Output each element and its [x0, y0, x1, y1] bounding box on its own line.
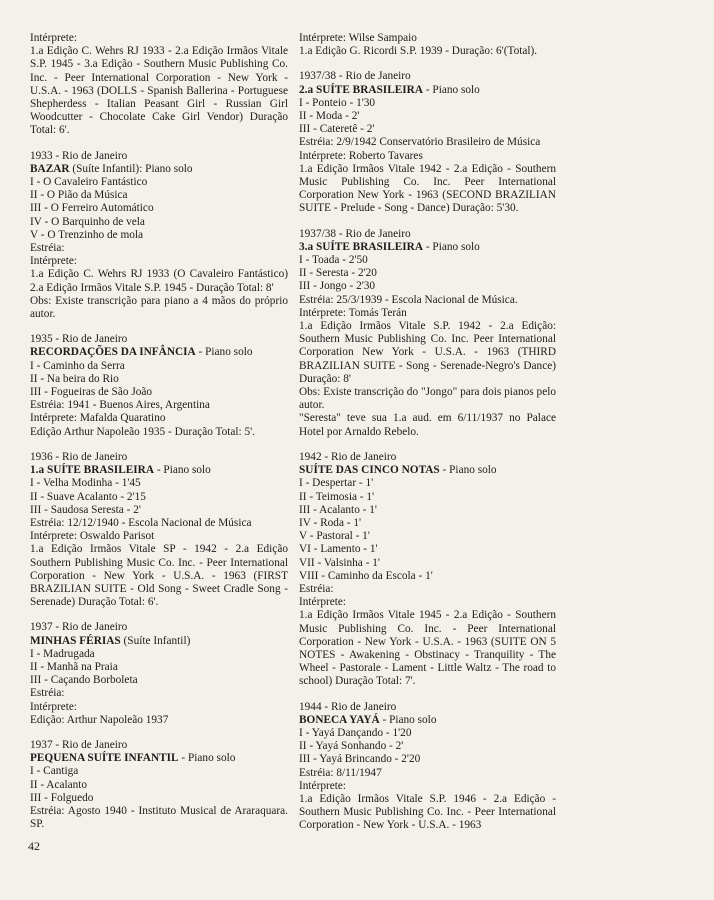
- entry-2a-suite-brasileira: [299, 70, 556, 215]
- movement: II - Seresta - 2'20: [299, 267, 377, 280]
- work-title: BAZAR: [30, 162, 70, 175]
- estreia-line: Estréia: 12/12/1940 - Escola Nacional de Música: [30, 516, 252, 529]
- estreia-line: Estréia: 1941 - Buenos Aires, Argentina: [30, 399, 210, 412]
- note-paragraph: "Seresta" teve sua 1.a aud. em 6/11/1937 no Palace Hotel por Arnaldo Rebelo.: [299, 412, 556, 438]
- movement: II - Na beira do Rio: [30, 372, 119, 385]
- date-line: 1933 - Rio de Janeiro: [30, 149, 128, 162]
- title-line: [30, 163, 288, 176]
- entry-minhas-ferias: [30, 621, 288, 727]
- date-line: 1936 - Rio de Janeiro: [30, 450, 128, 463]
- work-subtitle: - Piano solo: [439, 464, 497, 477]
- edition-line: Edição: Arthur Napoleão 1937: [30, 713, 169, 726]
- movement: III - Cateretê - 2': [299, 123, 375, 136]
- title-line: [299, 714, 556, 727]
- title-line: [30, 635, 288, 648]
- estreia-line: Estréia:: [30, 687, 65, 700]
- edition-paragraph: 1.a Edição Irmãos Vitale S.P. 1946 - 2.a Edição - Southern Music Publishing Co. Inc. - Peer International Corporation - New York - U.S.A. - 1963: [299, 792, 556, 832]
- entry-recordacoes-da-infancia: [30, 333, 288, 439]
- movement: II - O Pião da Música: [30, 189, 128, 202]
- date-line: 1937/38 - Rio de Janeiro: [299, 227, 411, 240]
- movement: IV - O Barquinho de vela: [30, 215, 145, 228]
- edition-line: 1.a Edição G. Ricordi S.P. 1939 - Duração: 6'(Total).: [299, 45, 538, 58]
- movement: I - Toada - 2'50: [299, 254, 368, 267]
- work-subtitle: - Piano solo: [154, 464, 211, 477]
- interprete-line: Intérprete: Oswaldo Parisot: [30, 530, 155, 543]
- movement: I - Madrugada: [30, 647, 95, 660]
- page-number: 42: [28, 839, 40, 853]
- obs-paragraph: Obs: Existe transcrição do "Jongo" para dois pianos pelo autor.: [299, 386, 556, 412]
- movement: III - Jongo - 2'30: [299, 280, 376, 293]
- entry-dolls-continued: [30, 32, 288, 138]
- title-line: [299, 84, 556, 97]
- movement: I - Ponteio - 1'30: [299, 96, 376, 109]
- work-title: MINHAS FÉRIAS: [30, 634, 121, 647]
- estreia-paragraph: Estréia: Agosto 1940 - Instituto Musical de Araraquara. SP.: [30, 804, 288, 831]
- movement: III - Yayá Brincando - 2'20: [299, 753, 421, 766]
- movement: III - Saudosa Seresta - 2': [30, 503, 141, 516]
- interprete-line: Intérprete: Wilse Sampaio: [299, 32, 417, 44]
- work-title: RECORDAÇÕES DA INFÂNCIA: [30, 346, 196, 359]
- date-line: 1937/38 - Rio de Janeiro: [299, 70, 411, 83]
- entry-3a-suite-brasileira: [299, 228, 556, 439]
- title-line: [30, 464, 288, 477]
- movement: II - Teimosia - 1': [299, 490, 375, 503]
- work-subtitle: (Suíte Infantil): [120, 634, 191, 647]
- movement: III - O Ferreiro Automático: [30, 202, 154, 215]
- interprete-line: Intérprete:: [30, 700, 78, 713]
- work-title: 1.a SUÍTE BRASILEIRA: [30, 464, 154, 477]
- estreia-line: Estréia: 8/11/1947: [299, 766, 382, 779]
- estreia-line: Estréia:: [30, 242, 65, 255]
- movement: IV - Roda - 1': [299, 516, 362, 529]
- edition-paragraph: 1.a Edição C. Wehrs RJ 1933 (O Cavaleiro Fantástico) 2.a Edição Irmãos Vitale S.P. 1945 - Duração Total: 8': [30, 268, 288, 294]
- work-subtitle: - Piano solo: [379, 713, 437, 726]
- interprete-line: Intérprete:: [299, 779, 347, 792]
- movement: V - Pastoral - 1': [299, 530, 370, 543]
- work-subtitle: - Piano solo: [423, 83, 480, 96]
- obs-paragraph: Obs: Existe transcrição para piano a 4 mãos do próprio autor.: [30, 294, 288, 321]
- movement: I - Caminho da Serra: [30, 359, 125, 372]
- work-title: 2.a SUÍTE BRASILEIRA: [299, 83, 423, 96]
- date-line: 1937 - Rio de Janeiro: [30, 738, 128, 751]
- work-title: 3.a SUÍTE BRASILEIRA: [299, 240, 423, 253]
- interprete-line: Intérprete: Roberto Tavares: [299, 149, 423, 162]
- title-line: [299, 464, 556, 477]
- movement: III - Acalanto - 1': [299, 503, 377, 516]
- work-title: PEQUENA SUÍTE INFANTIL: [30, 752, 179, 765]
- entry-boneca-yaya: [299, 701, 556, 833]
- interprete-line: Intérprete:: [30, 255, 78, 268]
- work-title: BONECA YAYÁ: [299, 713, 380, 726]
- edition-line: Edição Arthur Napoleão 1935 - Duração Total: 5'.: [30, 425, 256, 438]
- interprete-line: Intérprete:: [30, 32, 78, 44]
- entry-bazar: [30, 150, 288, 322]
- movement: II - Moda - 2': [299, 110, 360, 123]
- movement: III - Folguedo: [30, 791, 94, 804]
- movement: VII - Valsinha - 1': [299, 556, 380, 569]
- movement: V - O Trenzinho de mola: [30, 228, 144, 241]
- movement: VI - Lamento - 1': [299, 543, 378, 556]
- interprete-line: Intérprete: Tomás Terán: [299, 306, 407, 319]
- movement: I - O Cavaleiro Fantástico: [30, 176, 148, 189]
- movement: I - Velha Modinha - 1'45: [30, 477, 141, 490]
- title-line: [30, 752, 288, 765]
- movement: I - Yayá Dançando - 1'20: [299, 726, 412, 739]
- date-line: 1937 - Rio de Janeiro: [30, 621, 128, 634]
- date-line: 1942 - Rio de Janeiro: [299, 450, 397, 463]
- entry-continued: [299, 32, 556, 58]
- interprete-line: Intérprete: Mafalda Quaratino: [30, 412, 166, 425]
- movement: III - Fogueiras de São João: [30, 386, 153, 399]
- edition-paragraph: 1.a Edição Irmãos Vitale 1942 - 2.a Edição - Southern Music Publishing Co. Inc. Peer International Corporation New York - 1963 (SECOND BRAZILIAN SUITE - Prelude - Song - Dance) Duração: 5'30.: [299, 162, 556, 215]
- estreia-line: Estréia:: [299, 582, 334, 595]
- work-subtitle: - Piano solo: [178, 752, 236, 765]
- interprete-line: Intérprete:: [299, 596, 347, 609]
- edition-paragraph: 1.a Edição Irmãos Vitale SP - 1942 - 2.a Edição Southern Publishing Music Co. Inc. - Peer International Corporation - New York - U.S.A. - 1963 (FIRST BRAZILIAN SUITE - Old Song - Sweet Cradle Song - Serenade) Duração Total: 6'.: [30, 543, 288, 609]
- movement: III - Caçando Borboleta: [30, 674, 138, 687]
- estreia-line: Estréia: 2/9/1942 Conservatório Brasileiro de Música: [299, 136, 541, 149]
- estreia-line: Estréia: 25/3/1939 - Escola Nacional de Música.: [299, 293, 518, 306]
- right-column: [299, 32, 556, 845]
- work-title: SUÍTE DAS CINCO NOTAS: [299, 464, 440, 477]
- entry-1a-suite-brasileira: [30, 451, 288, 609]
- movement: I - Cantiga: [30, 765, 79, 778]
- edition-paragraph: 1.a Edição Irmãos Vitale S.P. 1942 - 2.a Edição: Southern Music Publishing Co. Inc. Peer International Corporation New York - U.S.A. - 1963 (THIRD BRAZILIAN SUITE - Song - Serenade-Negro's Dance) Duração: 8': [299, 320, 556, 385]
- work-subtitle: (Suíte Infantil): Piano solo: [69, 162, 193, 175]
- date-line: 1935 - Rio de Janeiro: [30, 333, 128, 346]
- movement: II - Yayá Sonhando - 2': [299, 740, 404, 753]
- movement: I - Despertar - 1': [299, 477, 374, 490]
- movement: VIII - Caminho da Escola - 1': [299, 569, 433, 582]
- edition-paragraph: 1.a Edição C. Wehrs RJ 1933 - 2.a Edição Irmãos Vitale S.P. 1945 - 3.a Edição - Southern Music Publishing Co. Inc. - Peer International Corporation - New York - U.S.A. - 1963 (DOLLS - Spanish Ballerina - Portuguese Shepherdess - Italian Peasant Girl - Russian Girl Woodcutter - Chocolate Cake Girl Vendor) Duração Total: 6'.: [30, 45, 288, 137]
- title-line: [299, 241, 556, 254]
- left-column: [30, 32, 288, 843]
- work-subtitle: - Piano solo: [195, 346, 253, 359]
- edition-paragraph: 1.a Edição Irmãos Vitale 1945 - 2.a Edição - Southern Music Publishing Co. Inc. - Peer International Corporation - New York - U.S.A. - 1963 (SUITE ON 5 NOTES - Awakening - Obstinacy - Tranquility - The Wheel - Pastorale - Lament - Little Waltz - The road to school) Duração Total: 7'.: [299, 609, 556, 688]
- entry-suite-das-cinco-notas: [299, 451, 556, 689]
- date-line: 1944 - Rio de Janeiro: [299, 700, 397, 713]
- work-subtitle: - Piano solo: [423, 240, 480, 253]
- movement: II - Suave Acalanto - 2'15: [30, 490, 146, 503]
- title-line: [30, 346, 288, 359]
- movement: II - Manhã na Praia: [30, 660, 118, 673]
- entry-pequena-suite-infantil: [30, 739, 288, 831]
- movement: II - Acalanto: [30, 778, 88, 791]
